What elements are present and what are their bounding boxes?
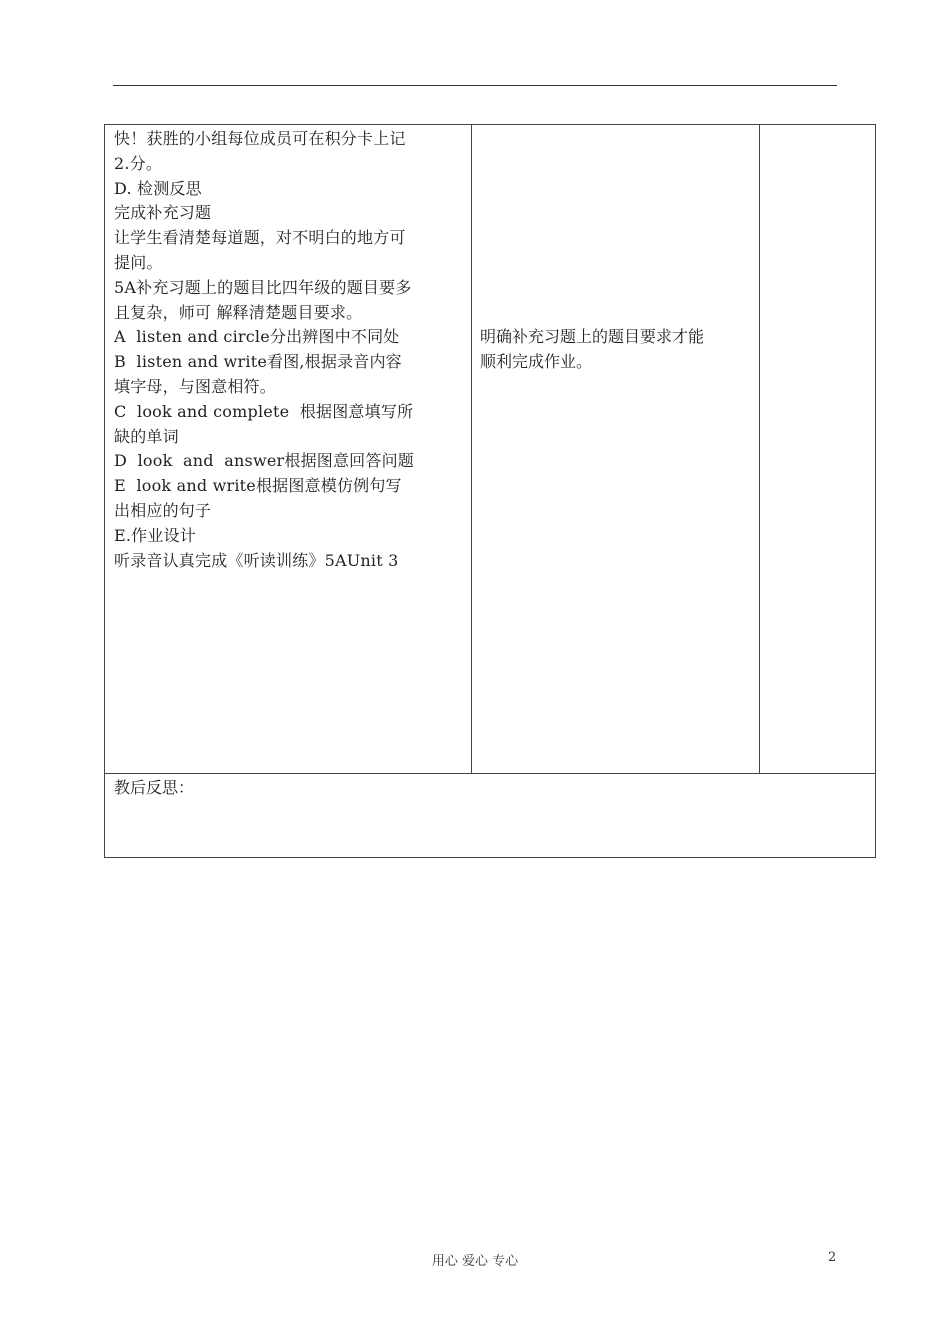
header-rule	[113, 85, 837, 86]
process-line-15: E look and write根据图意模仿例句写	[114, 476, 402, 496]
process-line-8: 且复杂，师可 解释清楚题目要求。	[114, 302, 363, 322]
reflection-label: 教后反思：	[114, 778, 195, 797]
process-line-17: E.作业设计	[114, 525, 196, 545]
process-line-4: 完成补充习题	[114, 203, 212, 223]
process-line-5: 让学生看清楚每道题，对不明白的地方可	[114, 228, 406, 248]
reflection-cell	[105, 774, 876, 858]
process-line-13: 缺的单词	[114, 426, 179, 446]
process-line-11: 填字母，与图意相符。	[114, 376, 277, 396]
intent-line-1: 明确补充习题上的题目要求才能	[480, 327, 705, 346]
table-row	[105, 125, 876, 774]
process-line-14: D look and answer根据图意回答问题	[114, 451, 414, 471]
process-line-10: B listen and write看图,根据录音内容	[114, 352, 402, 372]
process-line-18: 听录音认真完成《听读训练》5AUnit 3	[114, 550, 399, 570]
process-line-16: 出相应的句子	[114, 500, 212, 520]
page-number: 2	[828, 1250, 837, 1265]
footer-slogan: 用心 爱心 专心	[431, 1254, 519, 1269]
design-intent-cell	[472, 125, 760, 774]
intent-line-2: 顺利完成作业。	[480, 351, 593, 371]
process-line-12: C look and complete 根据图意填写所	[114, 401, 414, 421]
lesson-plan-table	[104, 124, 876, 858]
process-line-9: A listen and circle分出辨图中不同处	[114, 327, 400, 347]
notes-cell	[760, 125, 876, 774]
process-line-7: 5A补充习题上的题目比四年级的题目要多	[114, 277, 412, 297]
process-line-3: D. 检测反思	[114, 178, 202, 198]
teaching-process-cell	[105, 125, 472, 774]
table-row	[105, 774, 876, 858]
process-line-2: 2.分。	[114, 153, 163, 173]
process-line-6: 提问。	[114, 252, 163, 272]
process-line-1: 快！获胜的小组每位成员可在积分卡上记	[114, 129, 406, 148]
